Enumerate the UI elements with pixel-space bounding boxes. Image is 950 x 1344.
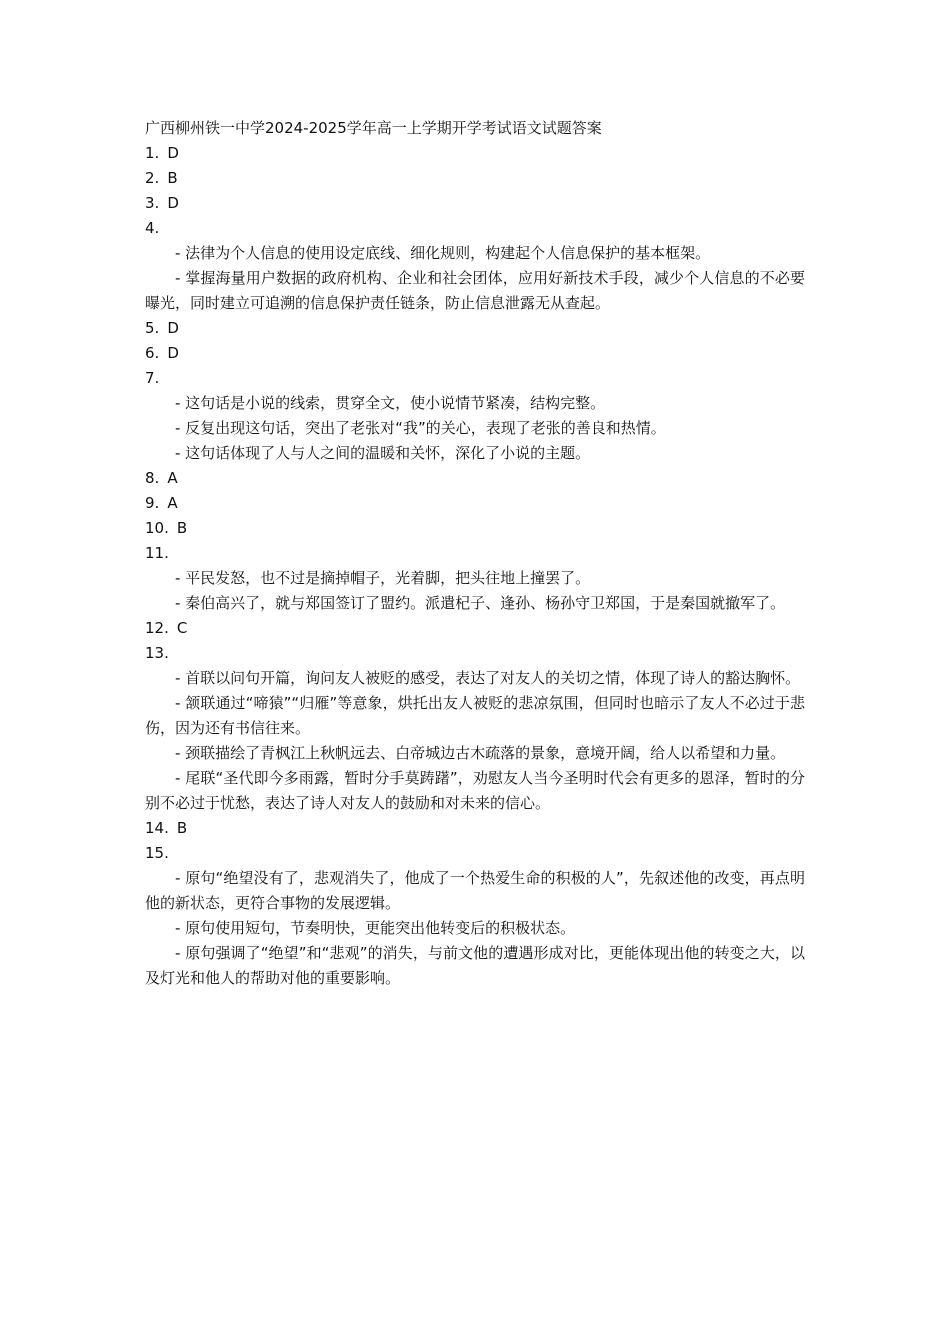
- question-number: 3.: [145, 194, 160, 212]
- answer-item: [145, 816, 805, 841]
- answer-header: [145, 341, 805, 366]
- answer-header: [145, 641, 805, 666]
- question-number: 9.: [145, 494, 160, 512]
- answer-item: [145, 216, 805, 316]
- answer-point: - 原句使用短句，节奏明快，更能突出他转变后的积极状态。: [175, 919, 576, 937]
- question-number: 14.: [145, 819, 169, 837]
- answer-item: [145, 641, 805, 816]
- answer-item: [145, 841, 805, 991]
- answer-header: [145, 316, 805, 341]
- answer-item: [145, 316, 805, 341]
- answer-point: - 首联以问句开篇，询问友人被贬的感受，表达了对友人的关切之情，体现了诗人的豁达胸怀。: [175, 669, 801, 687]
- answer-header: [145, 191, 805, 216]
- answer-header: [145, 516, 805, 541]
- answer-item: [145, 541, 805, 616]
- answer-point: - 掌握海量用户数据的政府机构、企业和社会团体，应用好新技术手段，减少个人信息的不必要曝光，同时建立可追溯的信息保护责任链条，防止信息泄露无从查起。: [145, 269, 805, 312]
- answer-header: [145, 366, 805, 391]
- question-number: 12.: [145, 619, 169, 637]
- answer-header: [145, 541, 805, 566]
- question-number: 8.: [145, 469, 160, 487]
- question-number: 11.: [145, 544, 169, 562]
- answer-header: [145, 141, 805, 166]
- question-number: 13.: [145, 644, 169, 662]
- answer-point: - 反复出现这句话，突出了老张对“我”的关心，表现了老张的善良和热情。: [175, 419, 666, 437]
- answer-list: [145, 141, 805, 991]
- answer-point: - 法律为个人信息的使用设定底线、细化规则，构建起个人信息保护的基本框架。: [175, 244, 711, 262]
- answer-choice: C: [176, 619, 188, 637]
- answer-item: [145, 516, 805, 541]
- answer-point: - 秦伯高兴了，就与郑国签订了盟约。派遣杞子、逢孙、杨孙守卫郑国，于是秦国就撤军了。: [175, 594, 786, 612]
- answer-header: [145, 616, 805, 641]
- question-number: 15.: [145, 844, 169, 862]
- answer-point: - 原句“绝望没有了，悲观消失了，他成了一个热爱生命的积极的人”，先叙述他的改变，再点明他的新状态，更符合事物的发展逻辑。: [145, 869, 805, 912]
- question-number: 1.: [145, 144, 160, 162]
- answer-header: [145, 216, 805, 241]
- document-title: 广西柳州铁一中学2024-2025学年高一上学期开学考试语文试题答案: [145, 119, 602, 137]
- answer-header: [145, 491, 805, 516]
- answer-item: [145, 141, 805, 166]
- question-number: 10.: [145, 519, 169, 537]
- answer-item: [145, 491, 805, 516]
- answer-choice: D: [167, 344, 179, 362]
- answer-item: [145, 341, 805, 366]
- question-number: 4.: [145, 219, 160, 237]
- answer-choice: B: [176, 519, 188, 537]
- answer-point: - 平民发怒，也不过是摘掉帽子，光着脚，把头往地上撞罢了。: [175, 569, 591, 587]
- answer-point: - 颈联描绘了青枫江上秋帆远去、白帝城边古木疏落的景象，意境开阔，给人以希望和力量。: [175, 744, 786, 762]
- answer-choice: A: [167, 494, 178, 512]
- question-number: 6.: [145, 344, 160, 362]
- answer-choice: B: [167, 169, 178, 187]
- answer-choice: A: [167, 469, 178, 487]
- question-number: 5.: [145, 319, 160, 337]
- answer-header: [145, 466, 805, 491]
- answer-item: [145, 466, 805, 491]
- question-number: 7.: [145, 369, 160, 387]
- answer-document: [145, 116, 805, 991]
- answer-item: [145, 191, 805, 216]
- answer-point: - 颔联通过“啼猿”“归雁”等意象，烘托出友人被贬的悲凉氛围，但同时也暗示了友人不必过于悲伤，因为还有书信往来。: [145, 694, 805, 737]
- answer-item: [145, 166, 805, 191]
- answer-choice: B: [176, 819, 188, 837]
- answer-header: [145, 816, 805, 841]
- answer-header: [145, 841, 805, 866]
- question-number: 2.: [145, 169, 160, 187]
- answer-point: - 尾联“圣代即今多雨露，暂时分手莫踌躇”，劝慰友人当今圣明时代会有更多的恩泽，暂时的分别不必过于忧愁，表达了诗人对友人的鼓励和对未来的信心。: [145, 769, 805, 812]
- answer-item: [145, 366, 805, 466]
- answer-choice: D: [167, 144, 179, 162]
- answer-choice: D: [167, 319, 179, 337]
- answer-header: [145, 166, 805, 191]
- answer-point: - 原句强调了“绝望”和“悲观”的消失，与前文他的遭遇形成对比，更能体现出他的转变之大，以及灯光和他人的帮助对他的重要影响。: [145, 944, 805, 987]
- answer-item: [145, 616, 805, 641]
- answer-point: - 这句话是小说的线索，贯穿全文，使小说情节紧凑，结构完整。: [175, 394, 606, 412]
- answer-choice: D: [167, 194, 179, 212]
- answer-point: - 这句话体现了人与人之间的温暖和关怀，深化了小说的主题。: [175, 444, 591, 462]
